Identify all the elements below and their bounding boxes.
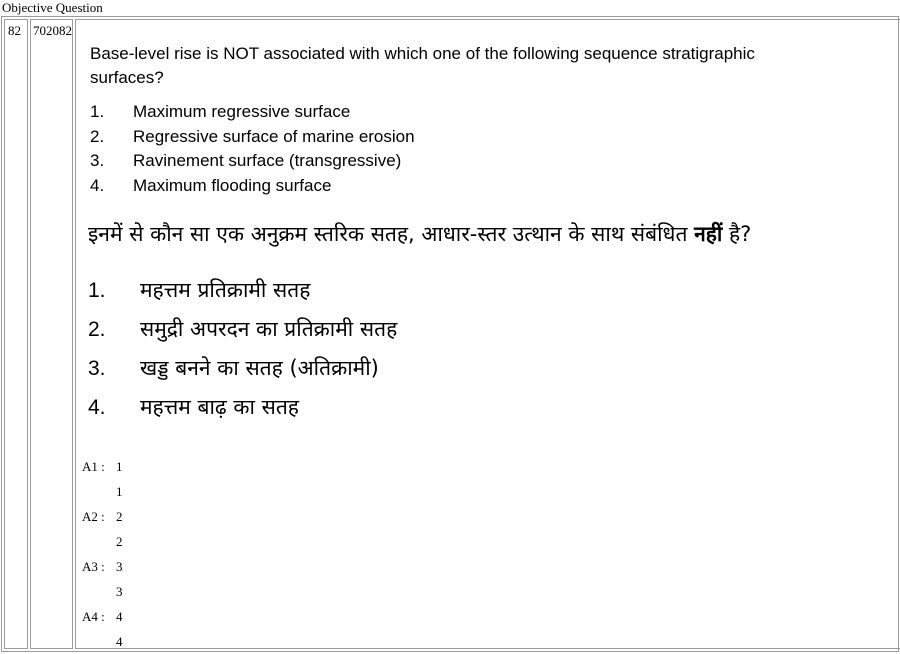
question-number-cell xyxy=(4,19,28,649)
question-id-cell xyxy=(30,19,73,649)
option-hi-4: 4. महत्तम बाढ़ का सतह xyxy=(88,395,299,419)
options-english xyxy=(90,100,415,198)
question-table xyxy=(1,16,899,652)
option-en-4: 4. Maximum flooding surface xyxy=(90,175,332,195)
question-number: 82 xyxy=(8,23,21,38)
question-id: 702082 xyxy=(33,23,72,38)
answer-row: A2 : 2 xyxy=(82,509,123,524)
options-hindi xyxy=(88,271,397,427)
option-hi-3: 3. खड्ड बनने का सतह (अतिक्रामी) xyxy=(88,356,379,380)
option-hi-1: 1. महत्तम प्रतिक्रामी सतह xyxy=(88,278,311,302)
option-hi-2: 2. समुद्री अपरदन का प्रतिक्रामी सतह xyxy=(88,317,398,341)
answer-row-secondary: 2 xyxy=(116,534,123,549)
answer-row: A1 : 1 xyxy=(82,459,123,474)
answer-row-secondary: 1 xyxy=(116,484,123,499)
answer-key xyxy=(82,454,123,654)
section-header: Objective Question xyxy=(2,0,103,15)
answer-row: A3 : 3 xyxy=(82,559,123,574)
answer-row: A4 : 4 xyxy=(82,609,123,624)
answer-row-secondary: 4 xyxy=(116,634,123,649)
question-body-cell xyxy=(75,19,900,649)
option-en-3: 3. Ravinement surface (transgressive) xyxy=(90,151,402,170)
question-text-english: Base-level rise is NOT associated with which one of the following sequence stratigraphic surfaces? xyxy=(90,44,755,87)
answer-row-secondary: 3 xyxy=(116,584,123,599)
option-en-2: 2. Regressive surface of marine erosion xyxy=(90,126,415,146)
option-en-1: 1. Maximum regressive surface xyxy=(90,102,351,121)
emphasis-not: नहीं xyxy=(694,222,723,246)
question-text-hindi: इनमें से कौन सा एक अनुक्रम स्तरिक सतह, आधार-स्तर उत्थान के साथ संबंधित नहीं है? xyxy=(88,222,752,246)
